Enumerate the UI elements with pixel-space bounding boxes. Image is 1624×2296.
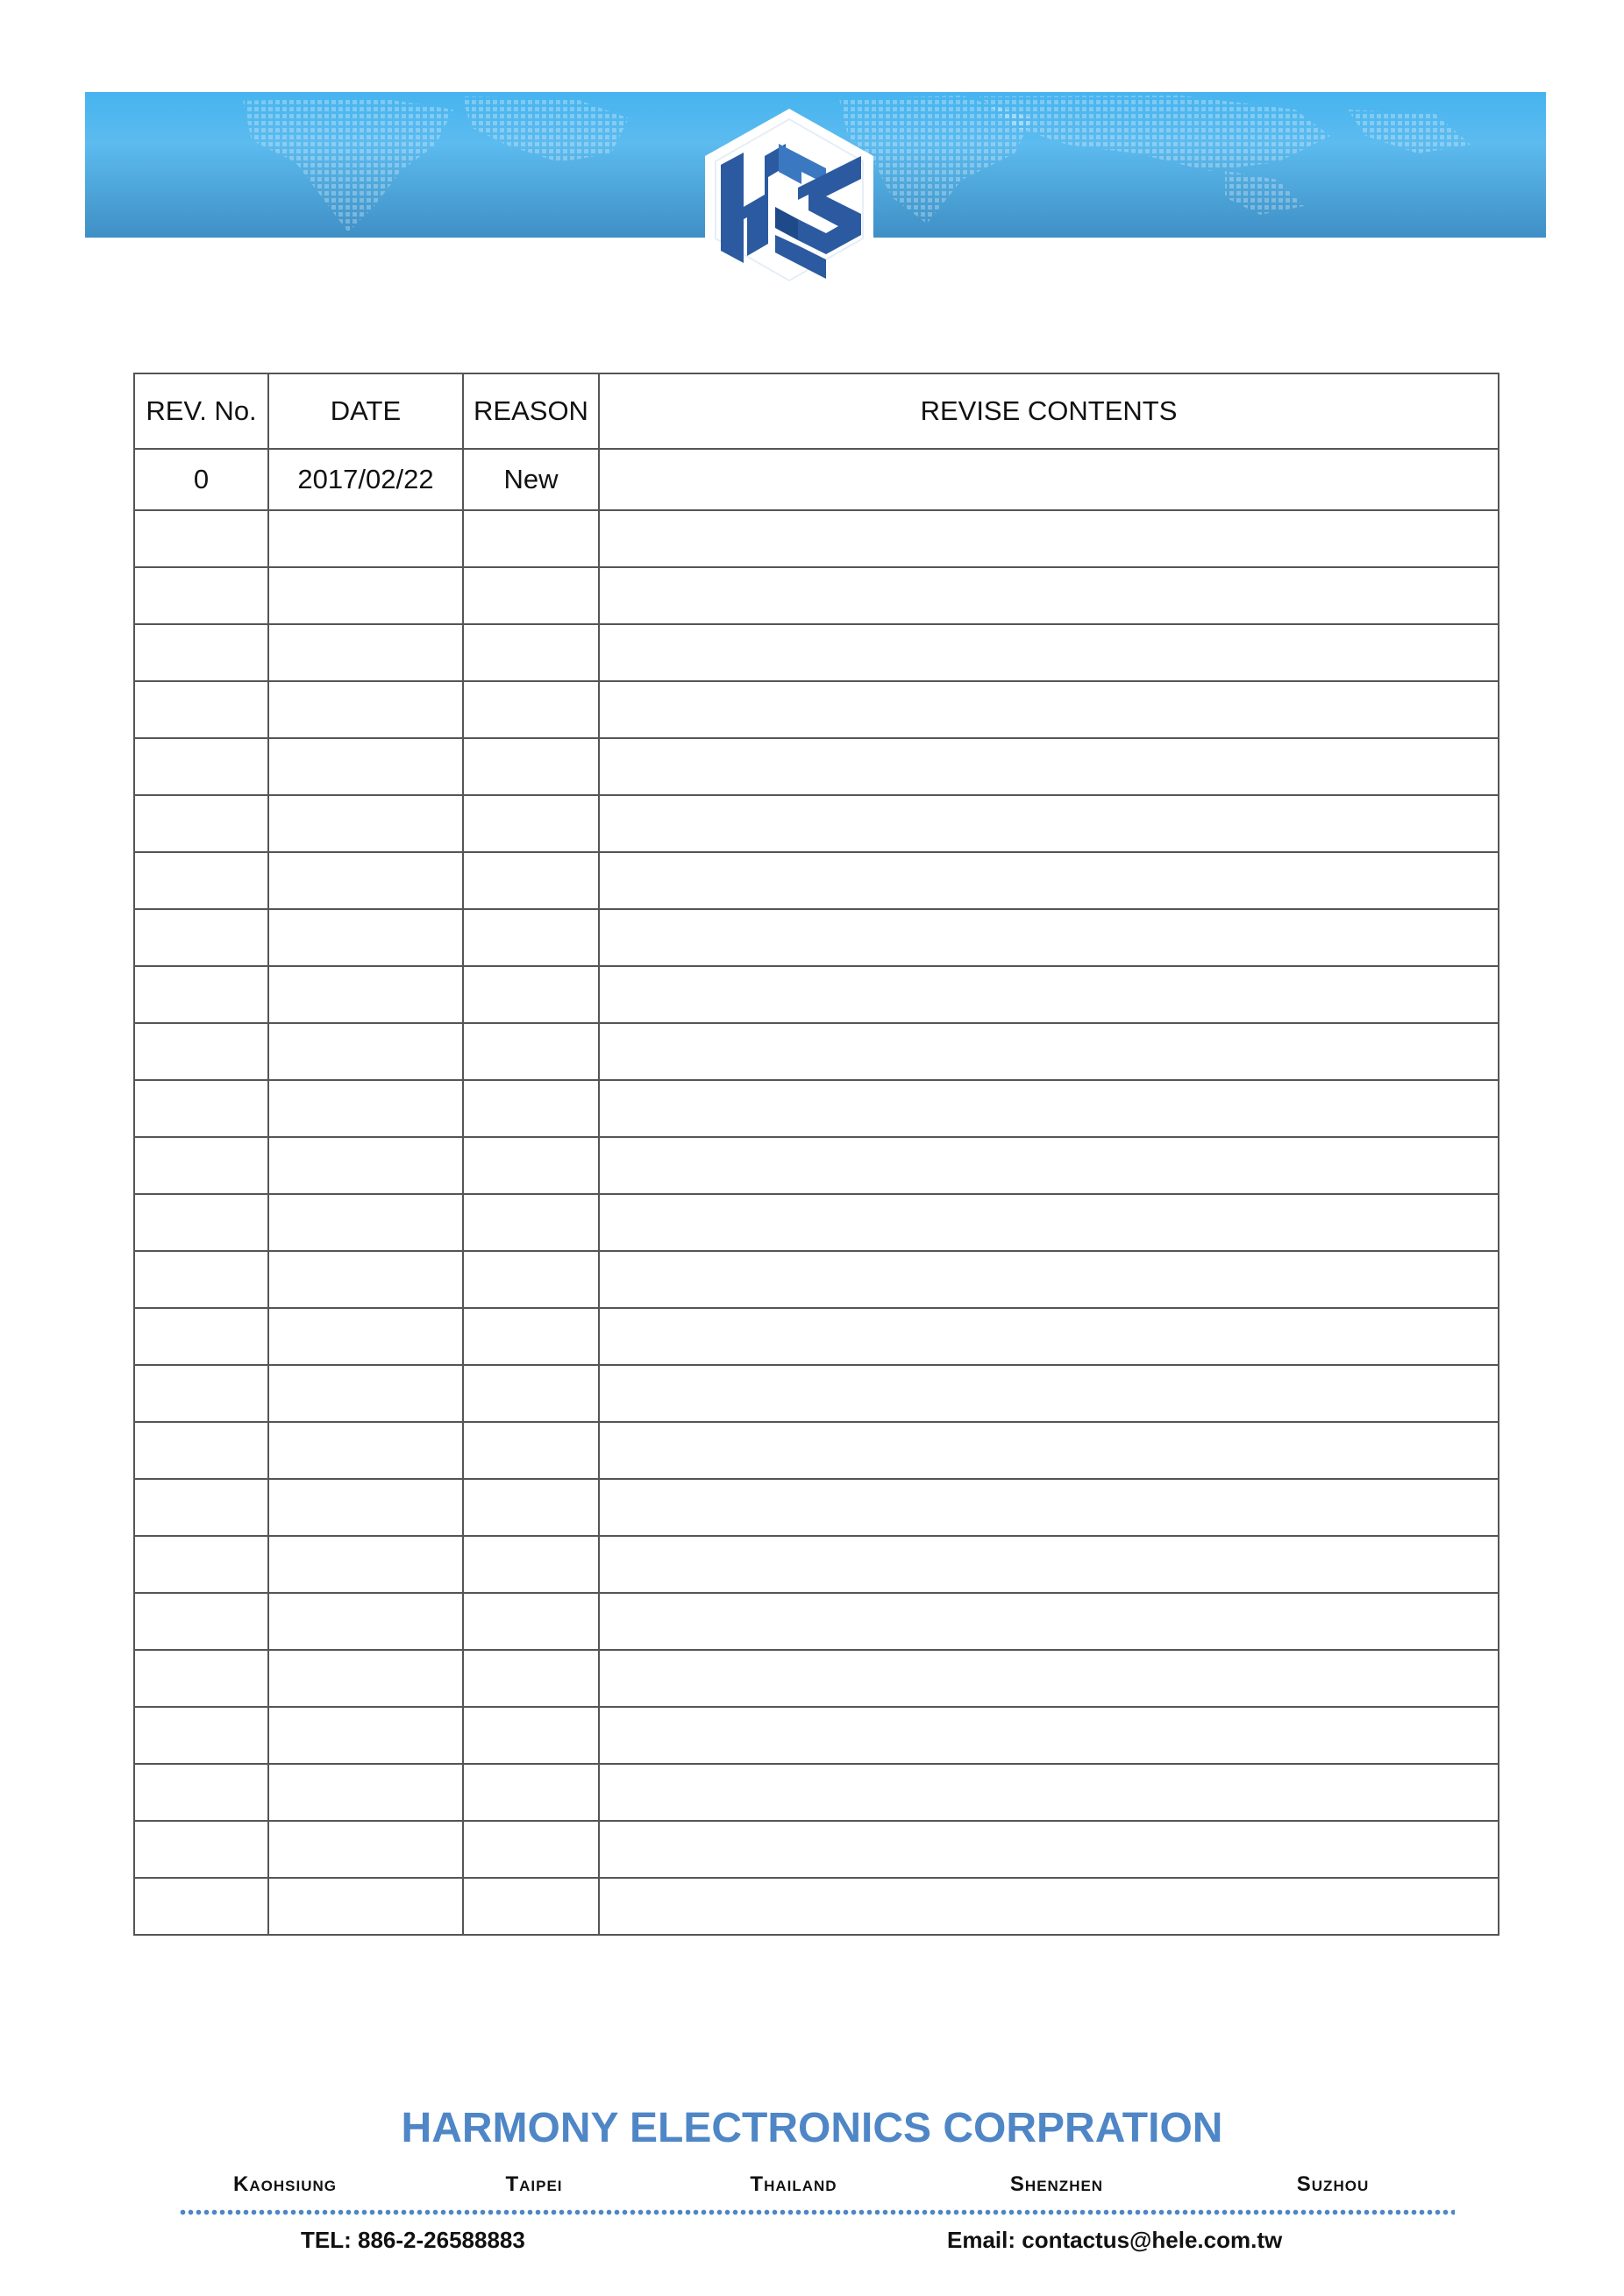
- cell-rev-no: [134, 1707, 268, 1764]
- cell-date: [268, 1707, 463, 1764]
- cell-date: [268, 1593, 463, 1650]
- cell-date: [268, 966, 463, 1023]
- table-row: [134, 1593, 1499, 1650]
- cell-revise-contents: [599, 1593, 1499, 1650]
- cell-revise-contents: [599, 624, 1499, 681]
- cell-revise-contents: [599, 567, 1499, 624]
- header-date: DATE: [268, 373, 463, 449]
- cell-reason: [463, 966, 599, 1023]
- table-row: [134, 1536, 1499, 1593]
- cell-date: [268, 1080, 463, 1137]
- table-row: [134, 738, 1499, 795]
- cell-revise-contents: [599, 1536, 1499, 1593]
- table-row: [134, 795, 1499, 852]
- cell-revise-contents: [599, 852, 1499, 909]
- cell-rev-no: [134, 1308, 268, 1365]
- table-row: [134, 624, 1499, 681]
- cell-date: [268, 1137, 463, 1194]
- cell-rev-no: [134, 1194, 268, 1251]
- cell-revise-contents: [599, 795, 1499, 852]
- cell-date: [268, 510, 463, 567]
- table-row: [134, 510, 1499, 567]
- cell-reason: [463, 1707, 599, 1764]
- cell-revise-contents: [599, 510, 1499, 567]
- cell-revise-contents: [599, 681, 1499, 738]
- table-row: [134, 1365, 1499, 1422]
- table-row: [134, 1251, 1499, 1308]
- cell-reason: [463, 624, 599, 681]
- cell-reason: [463, 1365, 599, 1422]
- cell-date: [268, 1251, 463, 1308]
- cell-date: [268, 1821, 463, 1878]
- cell-reason: [463, 1251, 599, 1308]
- cell-revise-contents: [599, 1194, 1499, 1251]
- table-row: [134, 1137, 1499, 1194]
- city-suzhou: Suzhou: [1296, 2172, 1370, 2196]
- cell-revise-contents: [599, 1707, 1499, 1764]
- cell-rev-no: [134, 1137, 268, 1194]
- cell-rev-no: [134, 1422, 268, 1479]
- cell-date: [268, 624, 463, 681]
- cell-reason: [463, 1764, 599, 1821]
- cell-rev-no: [134, 624, 268, 681]
- table-row: [134, 681, 1499, 738]
- cell-rev-no: [134, 681, 268, 738]
- cell-revise-contents: [599, 909, 1499, 966]
- cell-date: [268, 795, 463, 852]
- revision-table: [133, 373, 1499, 1936]
- table-row: [134, 909, 1499, 966]
- cell-revise-contents: [599, 1821, 1499, 1878]
- cell-revise-contents: [599, 966, 1499, 1023]
- cell-date: [268, 852, 463, 909]
- cell-date: [268, 909, 463, 966]
- table-row: [134, 1023, 1499, 1080]
- cell-reason: [463, 1650, 599, 1707]
- table-row: [134, 1422, 1499, 1479]
- table-row: [134, 449, 1499, 510]
- table-row: [134, 852, 1499, 909]
- cell-reason: [463, 1023, 599, 1080]
- cell-reason: [463, 909, 599, 966]
- cell-rev-no: [134, 795, 268, 852]
- cell-reason: [463, 1080, 599, 1137]
- cell-date: [268, 1479, 463, 1536]
- table-row: [134, 966, 1499, 1023]
- cell-rev-no: [134, 1080, 268, 1137]
- table-row: [134, 1764, 1499, 1821]
- cell-reason: [463, 1536, 599, 1593]
- cell-revise-contents: [599, 1878, 1499, 1935]
- dotted-divider: [179, 2209, 1455, 2215]
- cell-revise-contents: [599, 1422, 1499, 1479]
- cell-revise-contents: [599, 1650, 1499, 1707]
- cell-reason: [463, 1479, 599, 1536]
- telephone: TEL: 886-2-26588883: [301, 2227, 525, 2253]
- header-reason: REASON: [463, 373, 599, 449]
- table-header-row: [134, 373, 1499, 449]
- cell-date: [268, 567, 463, 624]
- city-taipei: Taipei: [505, 2172, 563, 2196]
- cell-rev-no: [134, 1023, 268, 1080]
- cell-revise-contents: [599, 1023, 1499, 1080]
- cell-rev-no: [134, 1479, 268, 1536]
- header-rev-no: REV. No.: [134, 373, 268, 449]
- cell-date: [268, 681, 463, 738]
- cell-rev-no: [134, 1251, 268, 1308]
- cell-rev-no: [134, 966, 268, 1023]
- cell-revise-contents: [599, 1080, 1499, 1137]
- cell-rev-no: [134, 852, 268, 909]
- cell-date: [268, 1194, 463, 1251]
- cell-rev-no: [134, 1821, 268, 1878]
- email-address: Email: contactus@hele.com.tw: [947, 2227, 1283, 2253]
- cell-date: [268, 1023, 463, 1080]
- cell-date: [268, 1365, 463, 1422]
- cell-revise-contents: [599, 1479, 1499, 1536]
- cell-date: [268, 1308, 463, 1365]
- cell-date: [268, 1650, 463, 1707]
- cell-revise-contents: [599, 738, 1499, 795]
- cell-reason: [463, 1821, 599, 1878]
- cell-rev-no: [134, 1878, 268, 1935]
- city-thailand: Thailand: [750, 2172, 837, 2196]
- table-row: [134, 567, 1499, 624]
- table-row: [134, 1479, 1499, 1536]
- cell-reason: [463, 1194, 599, 1251]
- cell-rev-no: [134, 510, 268, 567]
- cell-date: [268, 1536, 463, 1593]
- cell-rev-no: [134, 1536, 268, 1593]
- cell-rev-no: [134, 1593, 268, 1650]
- cell-date: [268, 1422, 463, 1479]
- cell-reason: [463, 567, 599, 624]
- header-revise-contents: REVISE CONTENTS: [599, 373, 1499, 449]
- cell-date: [268, 738, 463, 795]
- cell-revise-contents: [599, 1764, 1499, 1821]
- cell-revise-contents: [599, 449, 1499, 510]
- cell-reason: [463, 795, 599, 852]
- city-list: [0, 2172, 1624, 2204]
- cell-date: 2017/02/22: [268, 449, 463, 510]
- cell-rev-no: [134, 909, 268, 966]
- cell-reason: New: [463, 449, 599, 510]
- cell-rev-no: [134, 567, 268, 624]
- cell-revise-contents: [599, 1365, 1499, 1422]
- cell-revise-contents: [599, 1308, 1499, 1365]
- cell-reason: [463, 510, 599, 567]
- table-row: [134, 1650, 1499, 1707]
- cell-revise-contents: [599, 1137, 1499, 1194]
- cell-reason: [463, 1878, 599, 1935]
- cell-rev-no: [134, 738, 268, 795]
- table-row: [134, 1878, 1499, 1935]
- table-row: [134, 1080, 1499, 1137]
- table-row: [134, 1308, 1499, 1365]
- hele-cube-logo-icon: [694, 103, 884, 293]
- company-name: HARMONY ELECTRONICS CORPRATION: [401, 2105, 1223, 2151]
- city-kaohsiung: Kaohsiung: [233, 2172, 337, 2196]
- cell-reason: [463, 738, 599, 795]
- cell-reason: [463, 1308, 599, 1365]
- table-row: [134, 1194, 1499, 1251]
- cell-reason: [463, 852, 599, 909]
- cell-reason: [463, 1137, 599, 1194]
- cell-reason: [463, 1422, 599, 1479]
- cell-date: [268, 1878, 463, 1935]
- cell-rev-no: [134, 1365, 268, 1422]
- cell-revise-contents: [599, 1251, 1499, 1308]
- cell-reason: [463, 1593, 599, 1650]
- table-row: [134, 1821, 1499, 1878]
- cell-rev-no: [134, 1650, 268, 1707]
- city-shenzhen: Shenzhen: [1009, 2172, 1104, 2196]
- cell-rev-no: 0: [134, 449, 268, 510]
- table-row: [134, 1707, 1499, 1764]
- cell-date: [268, 1764, 463, 1821]
- cell-rev-no: [134, 1764, 268, 1821]
- cell-reason: [463, 681, 599, 738]
